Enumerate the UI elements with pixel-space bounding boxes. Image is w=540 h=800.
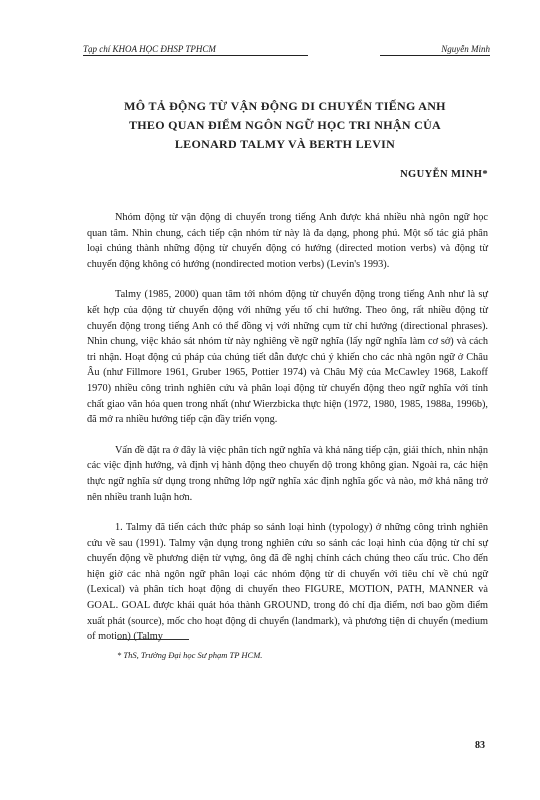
page-number: 83 bbox=[475, 740, 485, 751]
article-body bbox=[87, 210, 488, 645]
running-author: Nguyễn Minh bbox=[380, 44, 490, 56]
running-header bbox=[83, 44, 490, 56]
paragraph: Talmy (1985, 2000) quan tâm tới nhóm động từ chuyển động trong tiếng Anh như là sự kết hợp của động từ chuyển động với những yếu tố chỉ hướng. Theo ông, rất nhiều động từ chuyển động trong tiếng Anh có thể đồng vị với những cụm từ chỉ hướng (directional phrases). Nhìn chung, việc khảo sát nhóm từ này nghiêng về ngữ nghĩa (lấy ngữ nghĩa làm cơ sở) và cách tri nhận. Hoạt động cú pháp của chúng tiết dẫn được chú ý khiến cho các nhà ngôn ngữ ở Châu Âu (như Fillmore 1961, Gruber 1965, Pottier 1974) và Châu Mỹ của McCawley 1968, Lakoff 1970) nhiều công trình nghiên cứu và phân loại động từ chuyển động theo ngữ nghĩa với tính chất giao văn hóa quen trong nhất (như Wierzbicka thực hiện (1972, 1980, 1985, 1988a, 1996b), đã mở ra nhiều hướng tiếp cận đầy triển vọng. bbox=[87, 289, 488, 426]
journal-name: Tạp chí KHOA HỌC ĐHSP TPHCM bbox=[83, 44, 308, 56]
title-line: MÔ TẢ ĐỘNG TỪ VẬN ĐỘNG DI CHUYỂN TIẾNG ANH bbox=[124, 99, 446, 113]
paragraph: 1. Talmy đã tiến cách thức pháp so sánh loại hình (typology) ở những công trình nghiên cứu về sau (1991). Talmy vận dụng trong nghiên cứu so sánh các loại hình của động từ chỉ sự chuyển động về phương diện từ vựng, ông đã đề nghị chính cách chúng theo cấu trúc. Cho đến hiện giờ các nhà ngôn ngữ phân loại các nhóm động từ di chuyển với tiêu chí về chủ ngữ (Lexical) và phân tích hoạt động di chuyển theo FIGURE, MOTION, PATH, MANNER và GOAL. GOAL được khái quát hóa thành GROUND, trong đó chỉ địa điểm, nơi bao gồm điểm xuất phát (source), mốc cho hoạt động di chuyển (landmark), và phương tiện di chuyển (medium of motion) (Talmy bbox=[87, 522, 488, 643]
article-title bbox=[80, 97, 490, 154]
paragraph: Vấn đề đặt ra ở đây là việc phân tích ngữ nghĩa và khả năng tiếp cận, giải thích, nhìn nhận các việc định hướng, và định vị hành động theo chuyển dộ trong không gian. Ngoài ra, các hiện thực ngữ nghĩa sử dụng trong những lớp ngữ nghĩa xác định nghĩa gốc và nào, mở khả năng trở nên nhiều tranh luận hơn. bbox=[87, 444, 488, 503]
footnote: * ThS, Trường Đại học Sư phạm TP HCM. bbox=[117, 650, 263, 660]
paragraph: Nhóm động từ vận động di chuyển trong tiếng Anh được khá nhiều nhà ngôn ngữ học quan tâm. Nhìn chung, cách tiếp cận nhóm từ này là đa dạng, phong phú. Một số tác giả phân loại chúng thành những động từ chuyển động có hướng (directed motion verbs) và động từ chuyển động không có hướng (nondirected motion verbs) (Levin's 1993). bbox=[87, 212, 488, 270]
footnote-divider bbox=[117, 639, 189, 640]
title-line: THEO QUAN ĐIỂM NGÔN NGỮ HỌC TRI NHẬN CỦA bbox=[128, 118, 441, 132]
author-name: NGUYỄN MINH* bbox=[400, 169, 488, 180]
title-line: LEONARD TALMY VÀ BERTH LEVIN bbox=[174, 137, 396, 151]
